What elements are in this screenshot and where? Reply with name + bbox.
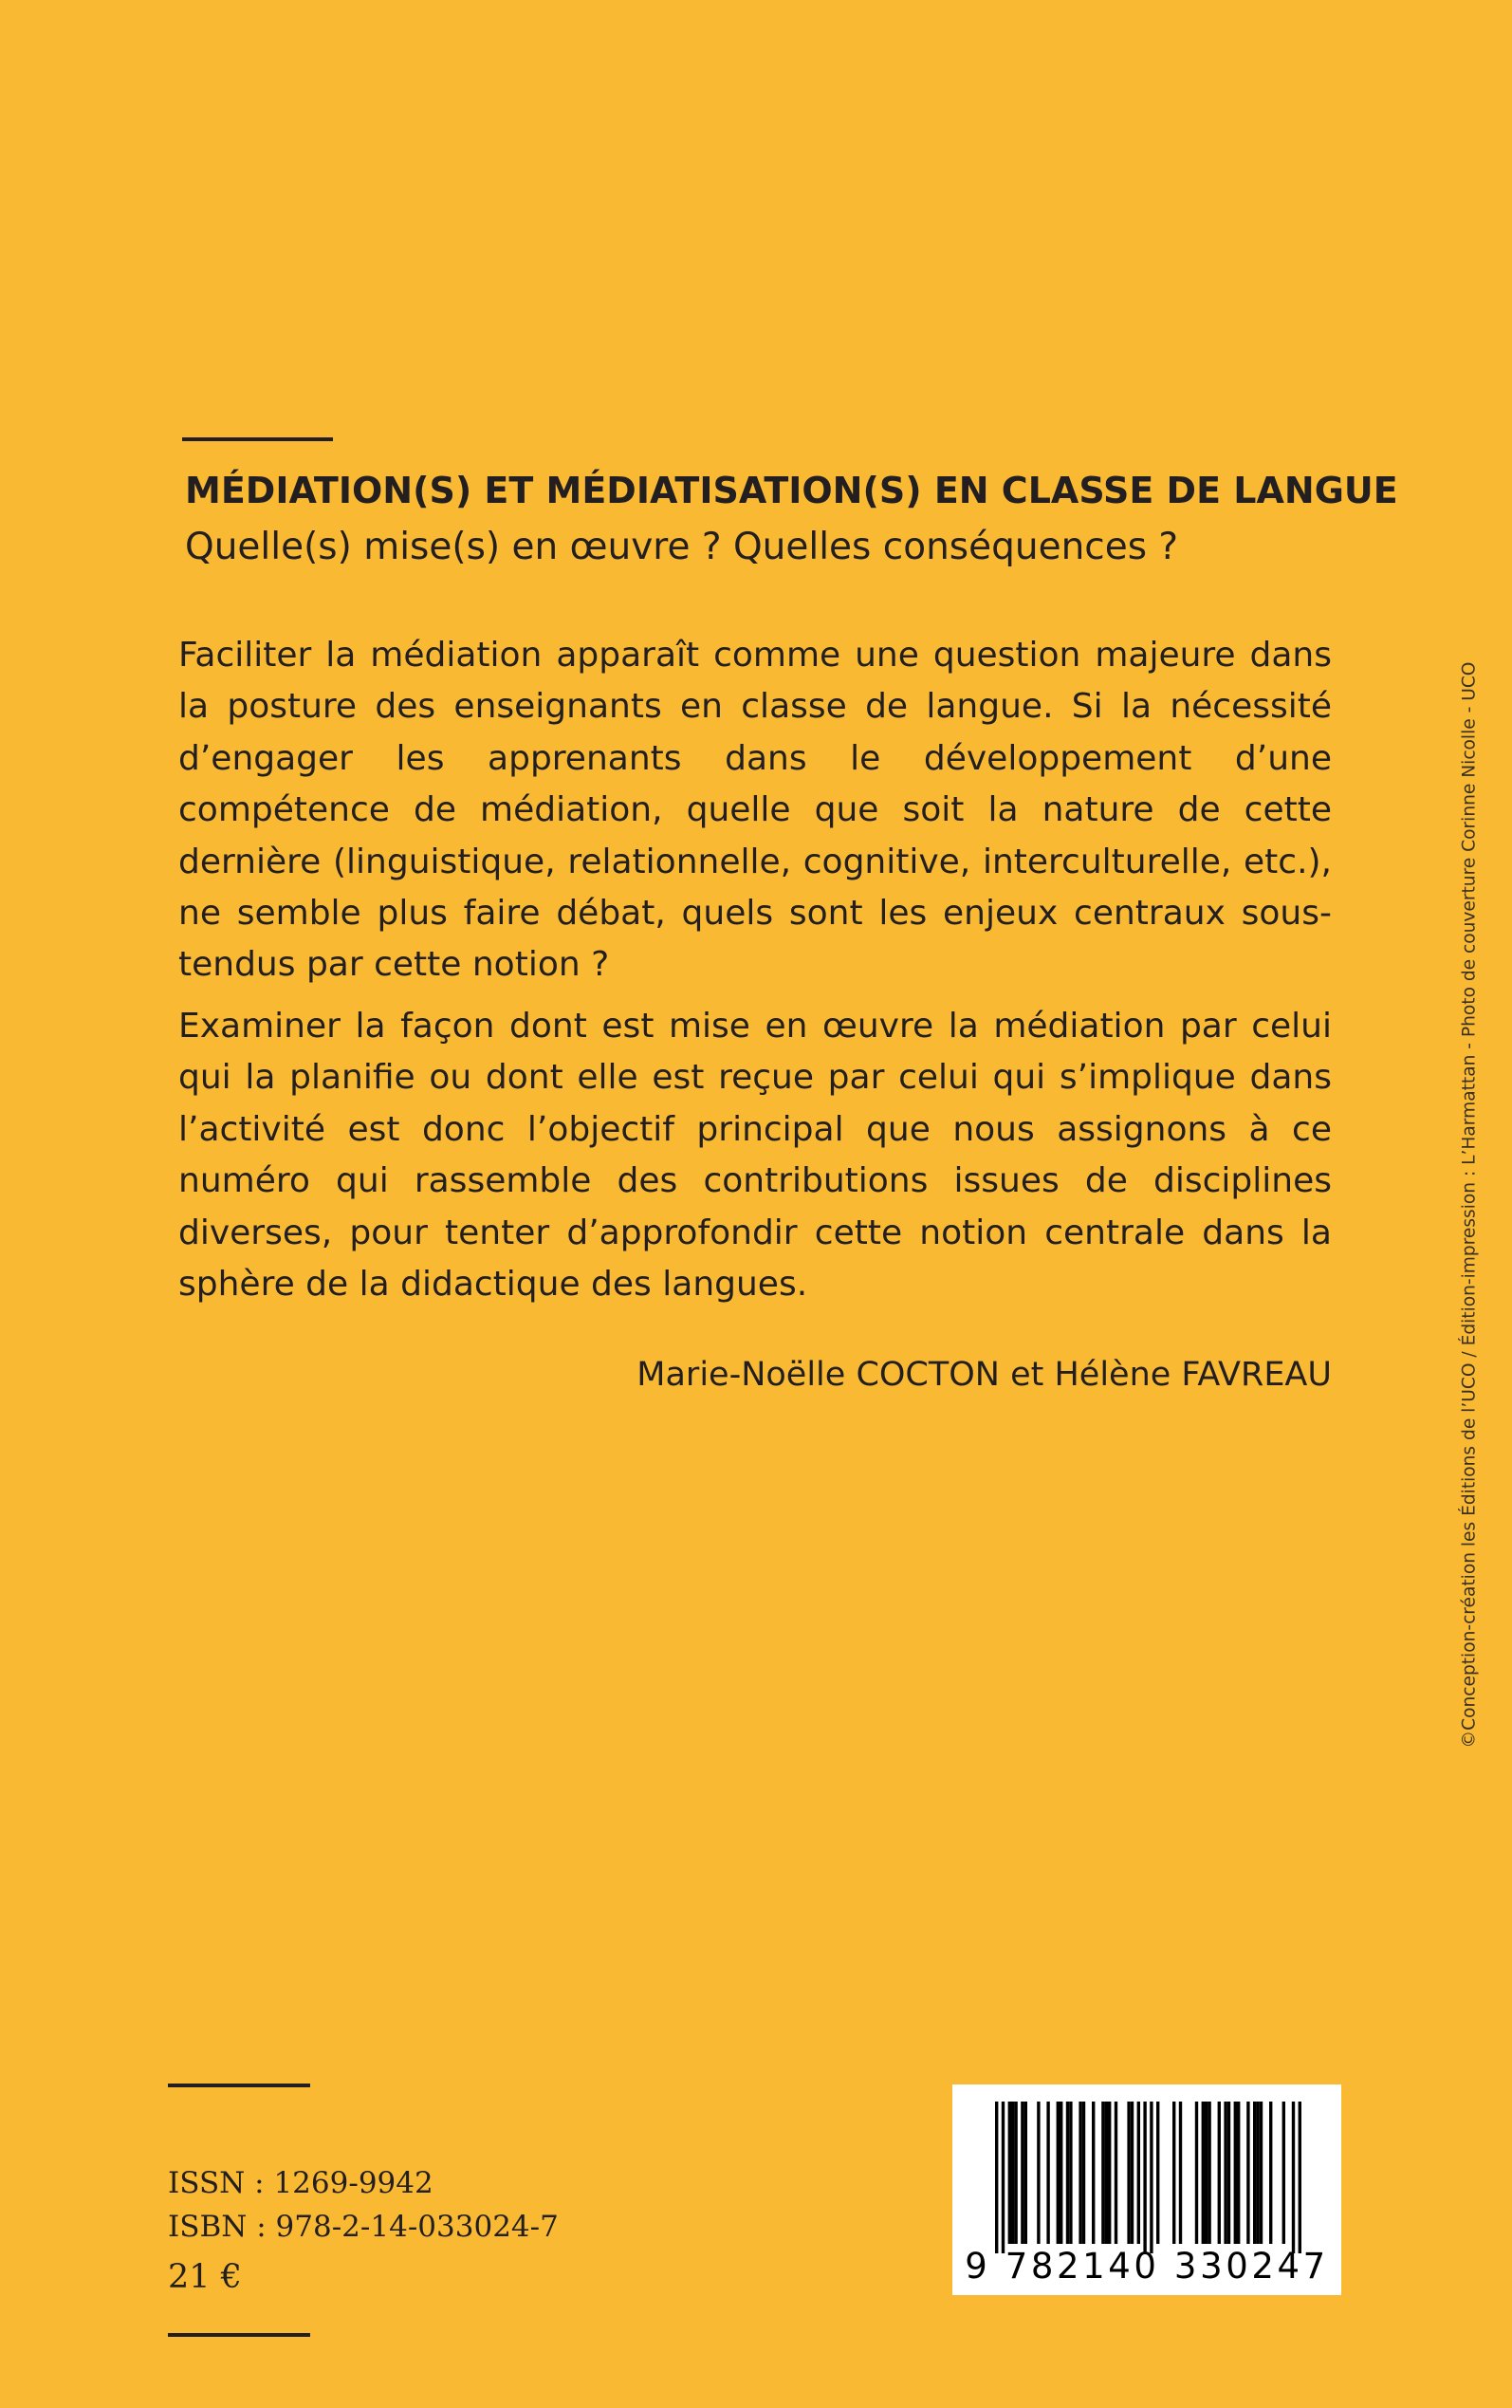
barcode-bar (1066, 2102, 1069, 2244)
barcode-digits: 9 782140 330247 (965, 2246, 1329, 2287)
barcode-bar (1260, 2102, 1263, 2244)
issn-text: ISSN : 1269-9942 (168, 2166, 433, 2200)
barcode-bar (1205, 2102, 1208, 2244)
barcode-bar (1143, 2102, 1146, 2253)
barcode-bar (1082, 2102, 1085, 2244)
barcode-bar (1208, 2102, 1210, 2244)
barcode-bar (1131, 2102, 1134, 2244)
barcode-bar (1292, 2102, 1295, 2253)
barcode-bar (1024, 2102, 1027, 2244)
barcode-bar (1105, 2102, 1108, 2244)
barcode-bar (1002, 2102, 1005, 2253)
barcode-bar (1008, 2102, 1011, 2244)
barcode-bar (1156, 2102, 1159, 2244)
barcode-bar (1227, 2102, 1230, 2244)
barcode-bar (1108, 2102, 1111, 2244)
authors-line: Marie-Noëlle COCTON et Hélène FAVREAU (636, 1356, 1332, 1394)
price-text: 21 € (168, 2258, 242, 2296)
description-paragraph-1: Faciliter la médiation apparaît comme une question majeure dans la posture des enseignants en classe de langue. Si la nécessité d’engager les apprenants dans le développement d’une compétence de médiation, quelle que soit la nature de cette dernière (linguistique, relationnelle, cognitive, interculturelle, etc.), ne semble plus faire débat, quels sont les enjeux centraux sous-tendus par cette notion ? (178, 636, 1332, 985)
barcode-bar (1127, 2102, 1130, 2244)
barcode-bar (1246, 2102, 1249, 2244)
barcode-bar (1011, 2102, 1014, 2244)
barcode-bar (1202, 2102, 1205, 2244)
barcode-bar (1195, 2102, 1198, 2244)
vertical-credit-text: ©Conception-création les Éditions de l’UCO / Édition-impression : L’Harmattan - Photo de couverture Corinne Nicolle - UCO (1459, 661, 1480, 1749)
barcode-bar (1218, 2102, 1221, 2244)
barcode-bar (1014, 2102, 1017, 2244)
barcode-bar (1234, 2102, 1237, 2244)
barcode-bar (1079, 2102, 1081, 2244)
isbn-text: ISBN : 978-2-14-033024-7 (168, 2210, 559, 2244)
footer-divider-top (168, 2084, 310, 2087)
barcode-bar (1282, 2102, 1285, 2244)
barcode-bar (1179, 2102, 1182, 2244)
barcode-bar (1150, 2102, 1152, 2253)
barcode (952, 2084, 1341, 2295)
barcode-bar (1021, 2102, 1023, 2244)
barcode-bar (1224, 2102, 1226, 2244)
barcode-bar (1069, 2102, 1072, 2244)
barcode-bar (1256, 2102, 1259, 2244)
book-subtitle: Quelle(s) mise(s) en œuvre ? Quelles conséquences ? (185, 526, 1179, 568)
barcode-bar (995, 2102, 998, 2253)
top-divider (182, 437, 333, 441)
barcode-bar (1115, 2102, 1117, 2244)
barcode-bar (1060, 2102, 1062, 2244)
book-title: MÉDIATION(S) ET MÉDIATISATION(S) EN CLASSE DE LANGUE (185, 470, 1398, 511)
barcode-bar (1299, 2102, 1301, 2253)
barcode-bar (1046, 2102, 1049, 2244)
barcode-bar (1172, 2102, 1175, 2244)
barcode-bar (1092, 2102, 1095, 2244)
barcode-bar (1137, 2102, 1140, 2244)
barcode-bar (1253, 2102, 1256, 2244)
barcode-bars-icon (952, 2084, 1341, 2255)
barcode-bar (1269, 2102, 1272, 2244)
footer-divider-bottom (168, 2333, 310, 2337)
barcode-bar (1101, 2102, 1104, 2244)
barcode-bar (1237, 2102, 1240, 2244)
barcode-bar (1057, 2102, 1060, 2244)
description-paragraph-2: Examiner la façon dont est mise en œuvre la médiation par celui qui la planifie ou dont elle est reçue par celui qui s’implique dans l’activité est donc l’objectif principal que nous assignons à ce numéro qui rassemble des contributions issues de disciplines diverses, pour tenter d’approfondir cette notion centrale dans la sphère de la didactique des langues. (178, 1007, 1332, 1305)
barcode-bar (1037, 2102, 1040, 2244)
